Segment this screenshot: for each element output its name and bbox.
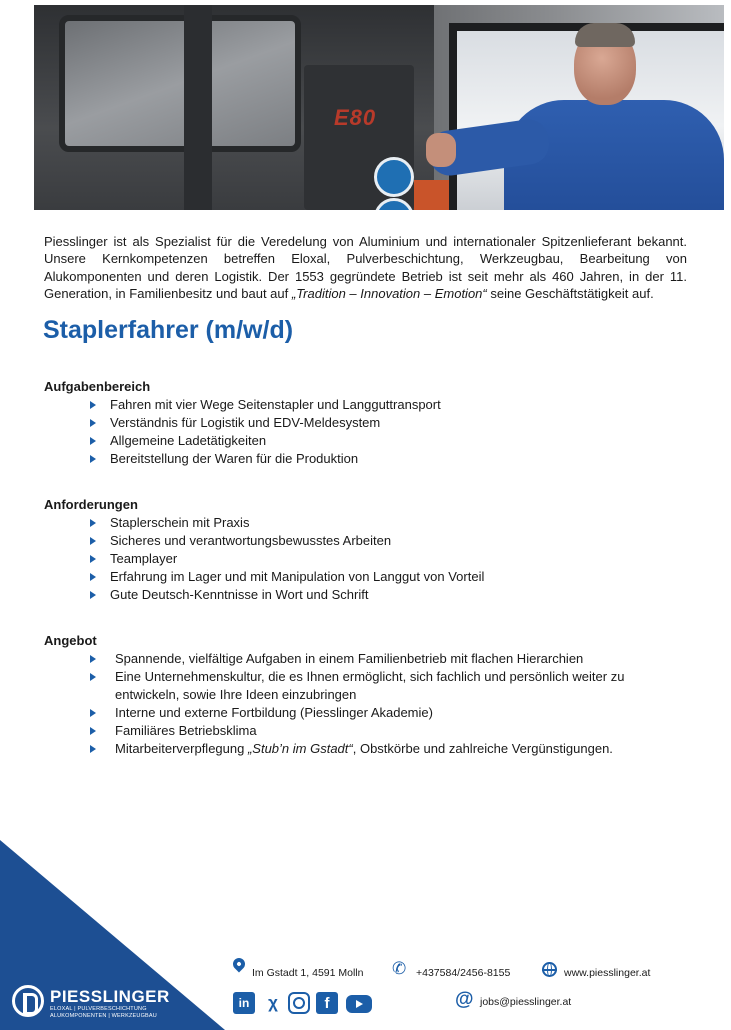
list-item: Bereitstellung der Waren für die Produktion xyxy=(44,450,694,468)
tasks-section xyxy=(44,378,694,468)
email-link[interactable]: jobs@piesslinger.at xyxy=(480,996,572,1008)
logo-name: PIESSLINGER xyxy=(50,987,170,1006)
intro-motto: „Tradition – Innovation – Emotion“ xyxy=(291,286,487,302)
bullet-icon xyxy=(90,419,96,427)
list-item: Sicheres und verantwortungsbewusstes Arbeiten xyxy=(44,532,694,550)
phone-icon: ✆ xyxy=(392,959,407,978)
list-item: Eine Unternehmenskultur, die es Ihnen ermöglicht, sich fachlich und persönlich weiter zu entwickeln, sowie Ihre Ideen einzubringen xyxy=(44,668,654,704)
bullet-icon xyxy=(90,727,96,735)
list-item: Staplerschein mit Praxis xyxy=(44,514,694,532)
logo-mark-icon xyxy=(12,985,44,1017)
bullet-icon xyxy=(90,519,96,527)
safety-sign-icon xyxy=(374,157,414,197)
logo-tagline: ELOXAL | PULVERBESCHICHTUNG xyxy=(50,1006,147,1012)
email-icon: @ xyxy=(455,989,474,1010)
bullet-icon xyxy=(90,537,96,545)
header-photo xyxy=(34,5,724,210)
bullet-icon xyxy=(90,745,96,753)
bullet-icon xyxy=(90,591,96,599)
requirements-list xyxy=(44,514,694,604)
bullet-icon xyxy=(90,573,96,581)
tasks-list xyxy=(44,396,694,468)
logo-tagline: ALUKOMPONENTEN | WERKZEUGBAU xyxy=(50,1013,157,1019)
bullet-icon xyxy=(90,455,96,463)
forklift-model-label: E80 xyxy=(334,105,377,130)
intro-text-end: seine Geschäftstätigkeit auf. xyxy=(486,286,654,302)
requirements-heading: Anforderungen xyxy=(44,497,138,512)
bullet-icon xyxy=(90,709,96,717)
company-logo xyxy=(12,985,202,1025)
phone-link[interactable]: +437584/2456-8155 xyxy=(416,967,511,979)
forklift-window xyxy=(59,15,301,152)
bullet-icon xyxy=(90,655,96,663)
globe-icon xyxy=(542,962,557,977)
address: Im Gstadt 1, 4591 Molln xyxy=(252,967,364,979)
list-item: Erfahrung im Lager und mit Manipulation von Langgut von Vorteil xyxy=(44,568,694,586)
offer-heading: Angebot xyxy=(44,633,97,648)
xing-icon[interactable]: χ xyxy=(268,993,278,1012)
youtube-icon[interactable] xyxy=(346,995,372,1013)
linkedin-icon[interactable]: in xyxy=(233,992,255,1014)
bullet-icon xyxy=(90,437,96,445)
person-hair xyxy=(575,23,635,47)
list-item: Verständnis für Logistik und EDV-Meldesystem xyxy=(44,414,694,432)
list-item: Allgemeine Ladetätigkeiten xyxy=(44,432,694,450)
forklift-mast xyxy=(184,5,212,210)
list-item: Teamplayer xyxy=(44,550,694,568)
website-link[interactable]: www.piesslinger.at xyxy=(564,967,651,979)
location-icon xyxy=(231,956,248,973)
instagram-icon[interactable] xyxy=(288,992,310,1014)
requirements-section xyxy=(44,496,694,604)
tasks-heading: Aufgabenbereich xyxy=(44,379,151,394)
offer-list xyxy=(44,650,654,758)
person-hand xyxy=(426,133,456,167)
bullet-icon xyxy=(90,401,96,409)
offer-section xyxy=(44,632,654,758)
list-item: Spannende, vielfältige Aufgaben in einem Familienbetrieb mit flachen Hierarchien xyxy=(44,650,654,668)
list-item: Mitarbeiterverpflegung „Stub’n im Gstadt“, Obstkörbe und zahlreiche Vergünstigungen. xyxy=(44,740,654,758)
list-item: Gute Deutsch-Kenntnisse in Wort und Schrift xyxy=(44,586,694,604)
company-intro xyxy=(44,233,687,303)
intro-text: Piesslinger ist als Spezialist für die Veredelung von Aluminium und internationaler Spitzenlieferant bekannt. Unsere Kernkompetenzen betreffen Eloxal, Pulverbeschichtung, Werkzeugbau, Bearbeitung von Alukomponenten und deren Logistik. Der 1553 gegründete Betrieb ist seit mehr als 460 Jahren, in der 11. Generation, in Familienbesitz und baut auf xyxy=(44,234,687,302)
job-title: Staplerfahrer (m/w/d) xyxy=(43,316,294,344)
list-item: Interne und externe Fortbildung (Piesslinger Akademie) xyxy=(44,704,654,722)
facebook-icon[interactable]: f xyxy=(316,992,338,1014)
list-item: Familiäres Betriebsklima xyxy=(44,722,654,740)
list-item: Fahren mit vier Wege Seitenstapler und Langguttransport xyxy=(44,396,694,414)
bullet-icon xyxy=(90,673,96,681)
bullet-icon xyxy=(90,555,96,563)
